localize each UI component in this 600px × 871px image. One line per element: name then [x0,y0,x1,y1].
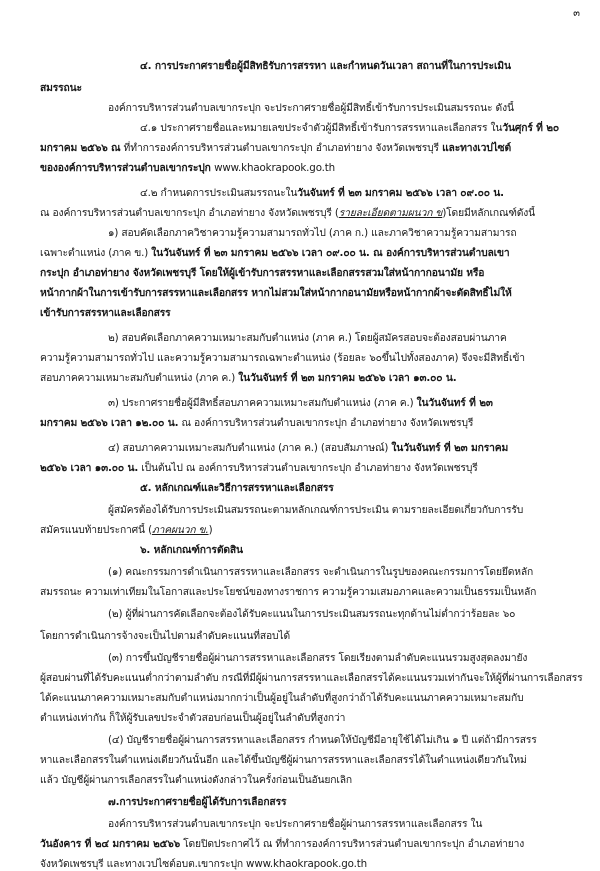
text-segment: ๗.การประกาศรายชื่อผู้ได้รับการเลือกสรร [108,796,287,808]
text-line [140,481,588,495]
text-segment: เฉพาะตำแหน่ง (ภาค ข.) [40,247,152,259]
text-line [108,101,588,115]
text-segment: ) [208,524,213,536]
text-segment: ตำแหน่งเท่ากัน ก็ให้ผู้รับเลขประจำตัวสอบก่อนเป็นผู้อยู่ในลำดับที่สูงกว่า [40,712,346,724]
text-segment: รายละเอียดตามผนวก ข [338,207,443,219]
text-segment: ในวันจันทร์ ที่ ๒๓ [416,397,493,409]
text-segment: )โดยมีหลักเกณฑ์ดังนี้ [442,207,536,219]
text-segment: กระปุก อำเภอท่ายาง จังหวัดเพชรบุรี โดยให้ผู้เข้ารับการสรรหาและเลือกสรรสวมใส่หน้ากากอนามัย หรือ [40,267,485,279]
text-segment: ๔.๒ กำหนดการประเมินสมรรถนะใน [140,187,298,199]
text-line [108,441,588,455]
text-line [108,503,588,517]
text-segment: และทางเวปไซต์ [442,142,512,154]
text-line [40,306,588,320]
text-line [40,585,588,599]
text-segment: สมรรถนะ [40,82,82,94]
text-segment: ในวันจันทร์ ที่ ๒๓ มกราคม ๒๕๖๖ เวลา ๑๓.๐๐ น. [238,372,457,384]
text-segment: (๒) ผู้ที่ผ่านการคัดเลือกจะต้องได้รับคะแนนในการประเมินสมรรถนะทุกด้านไม่ต่ำกว่าร้อยละ ๖๐ [108,608,516,620]
text-segment: มกราคม ๒๕๖๖ ณ [40,142,121,154]
text-segment: ๖. หลักเกณฑ์การตัดสิน [140,544,243,556]
text-line [40,81,588,95]
text-segment: ในวันจันทร์ ที่ ๒๓ มกราคม [391,442,509,454]
text-segment: ณ องค์การบริหารส่วนตำบลเขากระปุก อำเภอท่ายาง จังหวัดเพชรบุรี ( [40,207,339,219]
text-line [108,651,588,665]
text-line [40,711,588,725]
text-segment: องค์การบริหารส่วนตำบลเขากระปุก จะประกาศรายชื่อผู้ผ่านการสรรหาและเลือกสรร ใน [108,818,483,830]
text-line [40,857,588,871]
text-segment: (๑) คณะกรรมการดำเนินการสรรหาและเลือกสรร จะดำเนินการในรูปของคณะกรรมการโดยยึดหลัก [108,566,534,578]
text-line [108,565,588,579]
text-line [108,226,588,240]
text-line [40,837,588,851]
text-segment: ๔.๑ ประกาศรายชื่อและหมายเลขประจำตัวผู้มีสิทธิ์เข้ารับการสรรหาและเลือกสรร ใน [140,122,503,134]
text-line [140,186,588,200]
text-line [40,286,588,300]
text-segment: ได้คะแนนภาคความเหมาะสมกับตำแหน่งมากกว่าเป็นผู้อยู่ในลำดับที่สูงกว่าถ้าได้รับคะแนนภาคความเหมาะสมกับ [40,692,524,704]
text-segment: โดยการดำเนินการจ้างจะเป็นไปตามลำดับคะแนนที่สอบได้ [40,630,290,642]
text-line [108,396,588,410]
text-line [108,795,588,809]
text-line [40,461,588,475]
text-segment: ๓) ประกาศรายชื่อผู้มีสิทธิ์สอบภาคความเหมาะสมกับตำแหน่ง (ภาค ค.) [108,397,417,409]
text-segment: ความรู้ความสามารถทั่วไป และความรู้ความสามารถเฉพาะตำแหน่ง (ร้อยละ ๖๐ขึ้นไปทั้งสองภาค) จึงจะมีสิทธิ์เข้า [40,352,525,364]
text-segment: ภาคผนวก ข. [151,524,209,536]
text-segment: วันอังคาร ที่ ๒๔ มกราคม ๒๕๖๖ [40,838,181,850]
text-line [140,59,588,73]
text-line [40,629,588,643]
text-segment: จังหวัดเพชรบุรี และทางเวปไซต์อบต.เขากระปุก www.khaokrapook.go.th [40,858,367,870]
text-segment: โดยปิดประกาศไว้ ณ ที่ทำการองค์การบริหารส่วนตำบลเขากระปุก อำเภอท่ายาง [180,838,525,850]
text-segment: ๕. หลักเกณฑ์และวิธีการสรรหาและเลือกสรร [140,482,334,494]
text-segment: สมัครแนบท้ายประกาศนี้ ( [40,524,152,536]
text-line [40,416,588,430]
text-segment: ในวันจันทร์ ที่ ๒๓ มกราคม ๒๕๖๖ เวลา ๐๙.๐๐ น. ณ องค์การบริหารส่วนตำบลเขา [151,247,510,259]
text-line [108,733,588,747]
text-line [40,206,588,220]
text-line [40,371,588,385]
text-segment: (๔) บัญชีรายชื่อผู้ผ่านการสรรหาและเลือกสรร กำหนดให้บัญชีมีอายุใช้ได้ไม่เกิน ๑ ปี แต่ถ้ามีการสรร [108,734,537,746]
text-line [40,266,588,280]
text-segment: หาและเลือกสรรในตำแหน่งเดียวกันนั้นอีก และได้ขึ้นบัญชีผู้ผ่านการสรรหาและเลือกสรรได้ในตำแหน่งเดียวกันใหม่ [40,754,527,766]
text-segment: หน้ากากผ้าในการเข้ารับการสรรหาและเลือกสรร หากไม่สวมใส่หน้ากากอนามัยหรือหน้ากากผ้าจะตัดสิทธิ์ไม่ให้ [40,287,512,299]
text-segment: ๒๕๖๖ เวลา ๑๓.๐๐ น. [40,462,139,474]
text-segment: ณ องค์การบริหารส่วนตำบลเขากระปุก อำเภอท่ายาง จังหวัดเพชรบุรี [178,417,474,429]
text-line [40,246,588,260]
text-segment: ๒) สอบคัดเลือกภาคความเหมาะสมกับตำแหน่ง (ภาค ค.) โดยผู้สมัครสอบจะต้องสอบผ่านภาค [108,332,507,344]
text-segment: www.khaokrapook.go.th [214,162,336,174]
text-segment: วันจันทร์ ที่ ๒๓ มกราคม ๒๕๖๖ เวลา ๐๙.๐๐ น. [297,187,504,199]
text-segment: องค์การบริหารส่วนตำบลเขากระปุก จะประกาศรายชื่อผู้มีสิทธิ์เข้ารับการประเมินสมรรถนะ ดังนี้ [108,102,514,114]
text-line [40,351,588,365]
text-segment: ๑) สอบคัดเลือกภาควิชาความรู้ความสามารถทั่วไป (ภาค ก.) และภาควิชาความรู้ความสามารถ [108,227,517,239]
text-segment: ขององค์การบริหารส่วนตำบลเขากระปุก [40,162,215,174]
text-line [40,691,588,705]
text-line [140,543,588,557]
text-line [40,671,588,685]
text-line [108,331,588,345]
text-segment: ที่ทำการองค์การบริหารส่วนตำบลเขากระปุก อำเภอท่ายาง จังหวัดเพชรบุรี [120,142,443,154]
text-line [40,141,588,155]
text-segment: ๔) สอบภาคความเหมาะสมกับตำแหน่ง (ภาค ค.) (สอบสัมภาษณ์) [108,442,392,454]
text-segment: (๓) การขึ้นบัญชีรายชื่อผู้ผ่านการสรรหาและเลือกสรร โดยเรียงตามลำดับคะแนนรวมสูงสุดลงมายัง [108,652,528,664]
text-segment: วันศุกร์ ที่ ๒๐ [502,122,559,134]
text-segment: สอบภาคความเหมาะสมกับตำแหน่ง (ภาค ค.) [40,372,239,384]
text-segment: แล้ว บัญชีผู้ผ่านการเลือกสรรในตำแหน่งดังกล่าวในครั้งก่อนเป็นอันยกเลิก [40,774,352,786]
text-line [40,161,588,175]
text-segment: ๔. การประกาศรายชื่อผู้มีสิทธิรับการสรรหา และกำหนดวันเวลา สถานที่ในการประเมิน [140,60,511,72]
text-line [108,607,588,621]
text-segment: ผู้สมัครต้องได้รับการประเมินสมรรถนะตามหลักเกณฑ์การประเมิน ตามรายละเอียดเกี่ยวกับการรับ [108,504,524,516]
text-segment: เข้ารับการสรรหาและเลือกสรร [40,307,171,319]
text-segment: สมรรถนะ ความเท่าเทียมในโอกาสและประโยชน์ของทางราชการ ความรู้ความเสมอภาคและความเป็นธรรมเป็นหลัก [40,586,537,598]
text-line [40,523,588,537]
text-line [140,121,588,135]
text-segment: ผู้สอบผ่านที่ได้รับคะแนนต่ำกว่าตามลำดับ กรณีที่มีผู้ผ่านการสรรหาและเลือกสรรได้คะแนนรวมเท่ากันจะให้ผู้ที่ผ่านการเลือกสรร [40,672,583,684]
text-line [40,753,588,767]
text-line [108,817,588,831]
page-number: ๓ [573,8,580,19]
text-segment: เป็นต้นไป ณ องค์การบริหารส่วนตำบลเขากระปุก อำเภอท่ายาง จังหวัดเพชรบุรี [138,462,478,474]
text-segment: มกราคม ๒๕๖๖ เวลา ๑๒.๐๐ น. [40,417,179,429]
text-line [40,773,588,787]
